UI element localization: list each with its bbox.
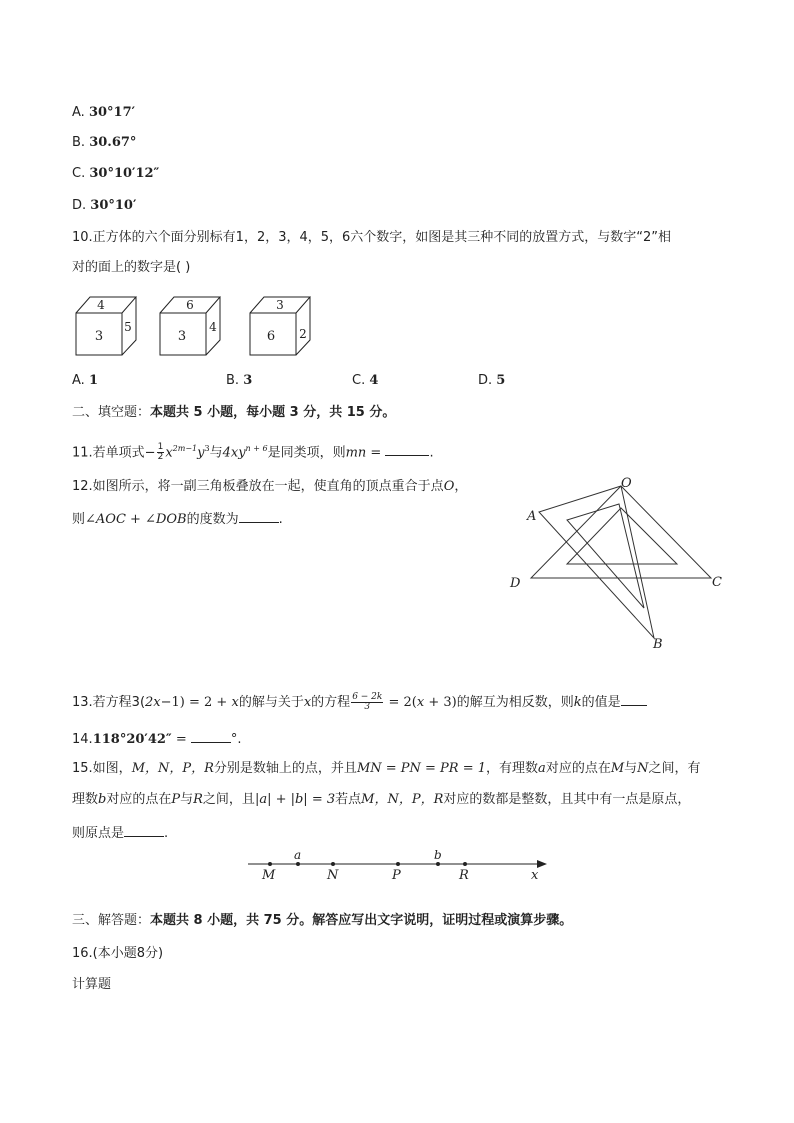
section-text: 本题共 8 小题，共 75 分。解答应写出文字说明，证明过程或演算步骤。 xyxy=(150,913,573,928)
section-3-heading xyxy=(72,912,572,930)
text: 若点 xyxy=(335,792,362,807)
var: k xyxy=(573,695,582,710)
equation: MN = PN = PR = 1 xyxy=(356,761,487,776)
point-m xyxy=(268,862,272,866)
label-a: a xyxy=(294,848,302,862)
q13-mid: 的解与关于 xyxy=(238,695,304,710)
text: 对应的数都是整数，且其中有一点是原点， xyxy=(443,792,691,807)
points: M，N，P，R xyxy=(361,792,444,807)
q15-line2 xyxy=(72,791,690,809)
q11-prefix: 11.若单项式− xyxy=(72,445,156,461)
text: 之间，且 xyxy=(202,792,255,807)
connector: 与 xyxy=(209,445,223,461)
text: 与 xyxy=(624,761,638,776)
section-text: 本题共 5 小题，每小题 3 分，共 15 分。 xyxy=(150,405,396,420)
fraction-den: 3 xyxy=(364,702,371,712)
label-b: B xyxy=(653,637,663,652)
option-letter: C. xyxy=(352,373,366,388)
var: x xyxy=(231,695,239,710)
q13-mid: 的方程 xyxy=(311,695,351,710)
set-square-30-outer xyxy=(539,486,654,638)
cube-3-side: 2 xyxy=(299,327,307,341)
fraction xyxy=(351,693,383,712)
cube-3-top: 3 xyxy=(276,298,284,312)
text: 15.如图， xyxy=(72,761,132,776)
var: P xyxy=(171,792,181,807)
q13-end: 的值是 xyxy=(581,695,621,710)
fraction xyxy=(157,443,165,462)
q9-option-d xyxy=(72,197,136,215)
option-letter: B. xyxy=(226,373,240,388)
q13-mid: −1) = 2 + xyxy=(160,695,232,710)
point-r xyxy=(463,862,467,866)
q12-line1 xyxy=(72,478,467,496)
q12-line2 xyxy=(72,509,283,529)
var: x xyxy=(303,695,312,710)
var: a xyxy=(538,761,546,776)
cube-1-front: 3 xyxy=(94,329,104,344)
q14 xyxy=(72,729,242,749)
label-p: P xyxy=(392,868,401,883)
q16-sub: 计算题 xyxy=(72,977,112,992)
label-r: R xyxy=(459,868,469,883)
label-m: M xyxy=(262,868,276,883)
var: N xyxy=(637,761,649,776)
section-2-heading xyxy=(72,404,395,422)
period: . xyxy=(429,445,434,461)
var: 2x xyxy=(145,695,161,710)
exponent: n + 6 xyxy=(245,444,268,453)
points: M，N，P，R xyxy=(131,761,214,776)
section-prefix: 二、填空题： xyxy=(72,405,151,420)
label-a: A xyxy=(527,509,537,524)
q11-suffix: 是同类项，则 xyxy=(267,445,346,461)
option-value: 1 xyxy=(88,373,98,388)
cube-2 xyxy=(160,297,220,355)
equals: = xyxy=(366,445,386,461)
text: 对应的点在 xyxy=(106,792,172,807)
text: ，有理数 xyxy=(486,761,539,776)
var: R xyxy=(193,792,203,807)
answer-blank[interactable] xyxy=(621,692,647,706)
period: . xyxy=(164,826,169,841)
var: x xyxy=(165,445,173,461)
text: 分别是数轴上的点，并且 xyxy=(213,761,357,776)
option-value: 30.67° xyxy=(89,135,137,150)
label-x: x xyxy=(531,868,539,883)
q10-option-b xyxy=(226,373,252,388)
point-b xyxy=(436,862,440,866)
cube-figure xyxy=(72,294,332,364)
option-letter: B. xyxy=(72,135,86,150)
option-value: 30°10′ xyxy=(90,198,137,213)
option-value: 30°17′ xyxy=(88,105,136,120)
option-letter: A. xyxy=(72,373,85,388)
section-prefix: 三、解答题： xyxy=(72,913,151,928)
cube-3-front: 6 xyxy=(266,329,276,344)
q15-line1 xyxy=(72,760,701,778)
option-letter: D. xyxy=(72,198,87,213)
text: 与 xyxy=(180,792,194,807)
equals: = xyxy=(171,732,191,747)
q15-line3 xyxy=(72,823,168,843)
cube-1-top: 4 xyxy=(97,298,105,312)
cube-3 xyxy=(250,297,310,355)
q10-option-c xyxy=(352,373,378,388)
cube-2-front: 3 xyxy=(177,329,187,344)
q10-text-line2: 对的面上的数字是( ) xyxy=(72,260,191,275)
q10-option-a xyxy=(72,373,98,388)
label-b: b xyxy=(434,848,442,862)
fraction-num: 1 xyxy=(157,442,164,453)
option-value: 5 xyxy=(496,373,506,388)
q11 xyxy=(72,440,434,462)
q16-title: 16.(本小题8分) xyxy=(72,946,164,961)
option-letter: C. xyxy=(72,166,86,181)
answer-blank[interactable] xyxy=(239,509,279,523)
var: M xyxy=(610,761,625,776)
q14-pre: 14. xyxy=(72,732,93,747)
answer-blank[interactable] xyxy=(124,823,164,837)
cube-1 xyxy=(76,297,136,355)
text: 则原点是 xyxy=(72,826,125,841)
q9-option-c xyxy=(72,165,159,183)
cube-2-side: 4 xyxy=(209,320,217,334)
q13-pre: 13.若方程3( xyxy=(72,695,146,710)
q13 xyxy=(72,692,647,712)
q9-option-b xyxy=(72,134,136,152)
term: 4xy xyxy=(222,445,246,461)
comma: ， xyxy=(454,479,468,494)
q9-option-a xyxy=(72,104,135,122)
q10-text-line1: 10.正方体的六个面分别标有1，2，3，4，5，6六个数字，如图是其三种不同的放置方式，与数字“2”相 xyxy=(72,230,672,245)
angle-expr: ∠AOC + ∠DOB xyxy=(85,512,187,527)
cube-2-top: 6 xyxy=(186,298,194,312)
label-d: D xyxy=(510,576,521,591)
var: x xyxy=(416,695,425,710)
rhs: + 3) xyxy=(424,695,457,710)
var: y xyxy=(197,445,205,461)
cube-1-side: 5 xyxy=(124,320,132,334)
period: . xyxy=(278,512,283,527)
option-value: 30°10′12″ xyxy=(89,166,160,181)
point-a xyxy=(296,862,300,866)
q12-pre: 则 xyxy=(72,512,86,527)
number-line-figure xyxy=(245,847,555,887)
q12-text: 12.如图所示，将一副三角板叠放在一起，使直角的顶点重合于点 xyxy=(72,479,444,494)
exponent: 3 xyxy=(204,444,210,453)
point-o: O xyxy=(443,479,455,494)
answer-blank[interactable] xyxy=(385,442,429,456)
q12-post: 的度数为 xyxy=(186,512,239,527)
q13-post: 的解互为相反数，则 xyxy=(456,695,574,710)
label-o: O xyxy=(621,476,632,491)
text: 对应的点在 xyxy=(545,761,611,776)
expr: mn xyxy=(345,445,367,461)
exponent: 2m−1 xyxy=(172,444,198,453)
option-letter: A. xyxy=(72,105,85,120)
var: b xyxy=(98,792,107,807)
option-value: 4 xyxy=(369,373,379,388)
fraction-den: 2 xyxy=(157,452,164,463)
option-value: 3 xyxy=(243,373,253,388)
option-letter: D. xyxy=(478,373,493,388)
fraction-num: 6 − 2k xyxy=(352,692,383,702)
label-n: N xyxy=(327,868,339,883)
answer-blank[interactable] xyxy=(191,729,231,743)
label-c: C xyxy=(712,575,722,590)
triangle-figure xyxy=(505,472,745,652)
text: 理数 xyxy=(72,792,99,807)
point-p xyxy=(396,862,400,866)
equation: |a| + |b| = 3 xyxy=(254,792,336,807)
q14-end: °. xyxy=(230,732,242,747)
q14-value: 118°20′42″ xyxy=(92,732,172,747)
q10-option-d xyxy=(478,373,505,388)
point-n xyxy=(331,862,335,866)
rhs: = 2( xyxy=(384,695,417,710)
text: 之间，有 xyxy=(648,761,701,776)
axis-arrow xyxy=(537,860,547,868)
